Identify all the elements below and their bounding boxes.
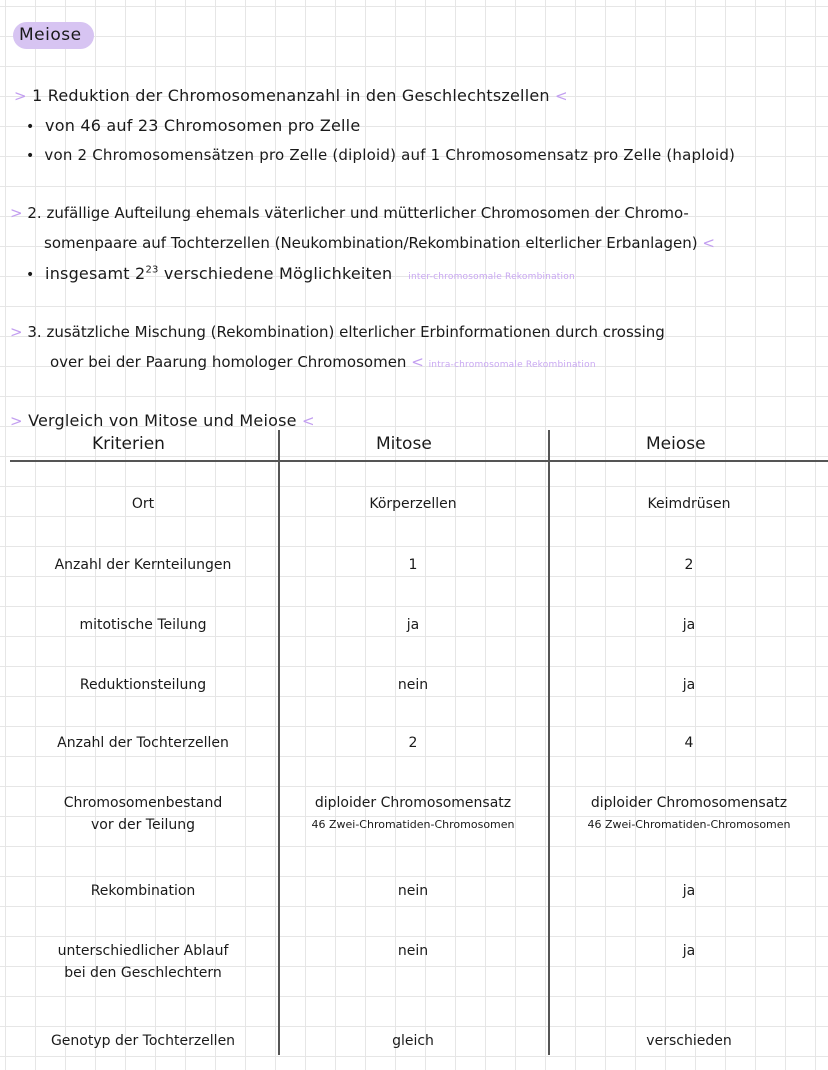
mitose-cell <box>280 940 546 962</box>
column-header-meiose: Meiose <box>646 434 706 454</box>
section-3-text-1: 3. zusätzliche Mischung (Rekombination) elterlicher Erbinformationen durch crossing <box>27 323 665 341</box>
cell-text-line-2: 46 Zwei-Chromatiden-Chromosomen <box>587 818 791 831</box>
cell-text: Keimdrüsen <box>647 496 731 512</box>
criterion-cell <box>10 1030 276 1052</box>
criterion-cell <box>10 940 276 984</box>
cell-text: gleich <box>392 1033 434 1049</box>
table-header-rule <box>10 460 828 462</box>
criterion-cell <box>10 732 276 754</box>
criterion-cell <box>10 880 276 902</box>
bullet-text: von 2 Chromosomensätzen pro Zelle (diploid) auf 1 Chromosomensatz pro Zelle (haploid) <box>44 146 736 164</box>
cell-text: nein <box>397 883 429 899</box>
section-3-note: intra-chromosomale Rekombination <box>428 360 596 370</box>
mitose-cell <box>280 674 546 696</box>
cell-text: diploider Chromosomensatz <box>314 795 512 811</box>
start-mark: > <box>10 204 23 222</box>
section-3-text-2: over bei der Paarung homologer Chromosomen <box>50 353 407 371</box>
criterion-cell <box>10 614 276 636</box>
bullet-text: von 46 auf 23 Chromosomen pro Zelle <box>45 116 361 135</box>
end-mark: < <box>411 353 424 371</box>
start-mark: > <box>10 323 23 341</box>
mitose-cell <box>280 792 546 836</box>
cell-text: ja <box>406 617 420 633</box>
section-1-heading-line <box>14 86 568 105</box>
bullet-text: insgesamt 2 <box>45 264 146 283</box>
meiose-cell <box>550 1030 828 1052</box>
cell-text: ja <box>682 677 696 693</box>
cell-text: Körperzellen <box>369 496 457 512</box>
comparison-heading-line <box>10 411 315 430</box>
cell-text-line-2: vor der Teilung <box>91 817 195 833</box>
bullet-dot: • <box>26 267 35 283</box>
mitose-cell <box>280 880 546 902</box>
cell-text: unterschiedlicher Ablauf <box>57 943 229 959</box>
cell-text: Chromosomenbestand <box>63 795 223 811</box>
mitose-cell <box>280 1030 546 1052</box>
section-2-note: inter-chromosomale Rekombination <box>408 272 575 282</box>
end-mark: < <box>555 87 568 105</box>
meiose-cell <box>550 880 828 902</box>
column-header-mitose: Mitose <box>376 434 432 454</box>
end-mark: < <box>702 234 715 252</box>
mitose-cell <box>280 493 546 515</box>
section-2-line-2 <box>44 234 715 252</box>
cell-text: ja <box>682 617 696 633</box>
cell-text-line-2: bei den Geschlechtern <box>64 965 222 981</box>
meiose-cell <box>550 940 828 962</box>
cell-text: nein <box>397 943 429 959</box>
section-2-text-2: somenpaare auf Tochterzellen (Neukombination/Rekombination elterlicher Erbanlagen) <box>44 234 698 252</box>
cell-text: Reduktionsteilung <box>79 677 207 693</box>
bullet-dot: • <box>26 119 35 135</box>
cell-text: ja <box>682 883 696 899</box>
cell-text: mitotische Teilung <box>79 617 207 633</box>
cell-text: nein <box>397 677 429 693</box>
meiose-cell <box>550 732 828 754</box>
meiose-cell <box>550 792 828 836</box>
meiose-cell <box>550 614 828 636</box>
section-1-bullet-2 <box>26 146 735 164</box>
start-mark: > <box>10 412 23 430</box>
start-mark: > <box>14 87 27 105</box>
section-2-bullet <box>26 264 575 283</box>
criterion-cell <box>10 674 276 696</box>
section-2-text-1: 2. zufällige Aufteilung ehemals väterlicher und mütterlicher Chromosomen der Chromo- <box>27 204 689 222</box>
cell-text: Anzahl der Tochterzellen <box>57 735 229 751</box>
meiose-cell <box>550 554 828 576</box>
comparison-heading: Vergleich von Mitose und Meiose <box>28 411 297 430</box>
mitose-cell <box>280 554 546 576</box>
criterion-cell <box>10 792 276 836</box>
criterion-cell <box>10 554 276 576</box>
cell-text: 2 <box>684 557 694 573</box>
cell-text: 1 <box>408 557 418 573</box>
section-2-line-1 <box>10 204 689 222</box>
section-1-bullet-1 <box>26 116 360 135</box>
mitose-cell <box>280 732 546 754</box>
cell-text: ja <box>682 943 696 959</box>
section-1-heading: 1 Reduktion der Chromosomenanzahl in den Geschlechtszellen <box>32 86 550 105</box>
section-3-line-1 <box>10 323 665 341</box>
mitose-cell <box>280 614 546 636</box>
cell-text: Rekombination <box>90 883 196 899</box>
cell-text: 4 <box>684 735 694 751</box>
bullet-dot: • <box>26 148 35 164</box>
cell-text: verschieden <box>646 1033 732 1049</box>
section-3-line-2 <box>50 353 596 371</box>
cell-text: Anzahl der Kernteilungen <box>54 557 232 573</box>
column-header-kriterien: Kriterien <box>92 434 165 454</box>
page-title: Meiose <box>13 22 94 49</box>
cell-text-line-2: 46 Zwei-Chromatiden-Chromosomen <box>311 818 515 831</box>
meiose-cell <box>550 493 828 515</box>
exponent: 23 <box>145 264 159 276</box>
bullet-text-rest: verschiedene Möglichkeiten <box>163 264 393 283</box>
criterion-cell <box>10 493 276 515</box>
cell-text: diploider Chromosomensatz <box>590 795 788 811</box>
cell-text: Genotyp der Tochterzellen <box>50 1033 236 1049</box>
end-mark: < <box>301 412 315 430</box>
meiose-cell <box>550 674 828 696</box>
cell-text: Ort <box>131 496 155 512</box>
cell-text: 2 <box>408 735 418 751</box>
